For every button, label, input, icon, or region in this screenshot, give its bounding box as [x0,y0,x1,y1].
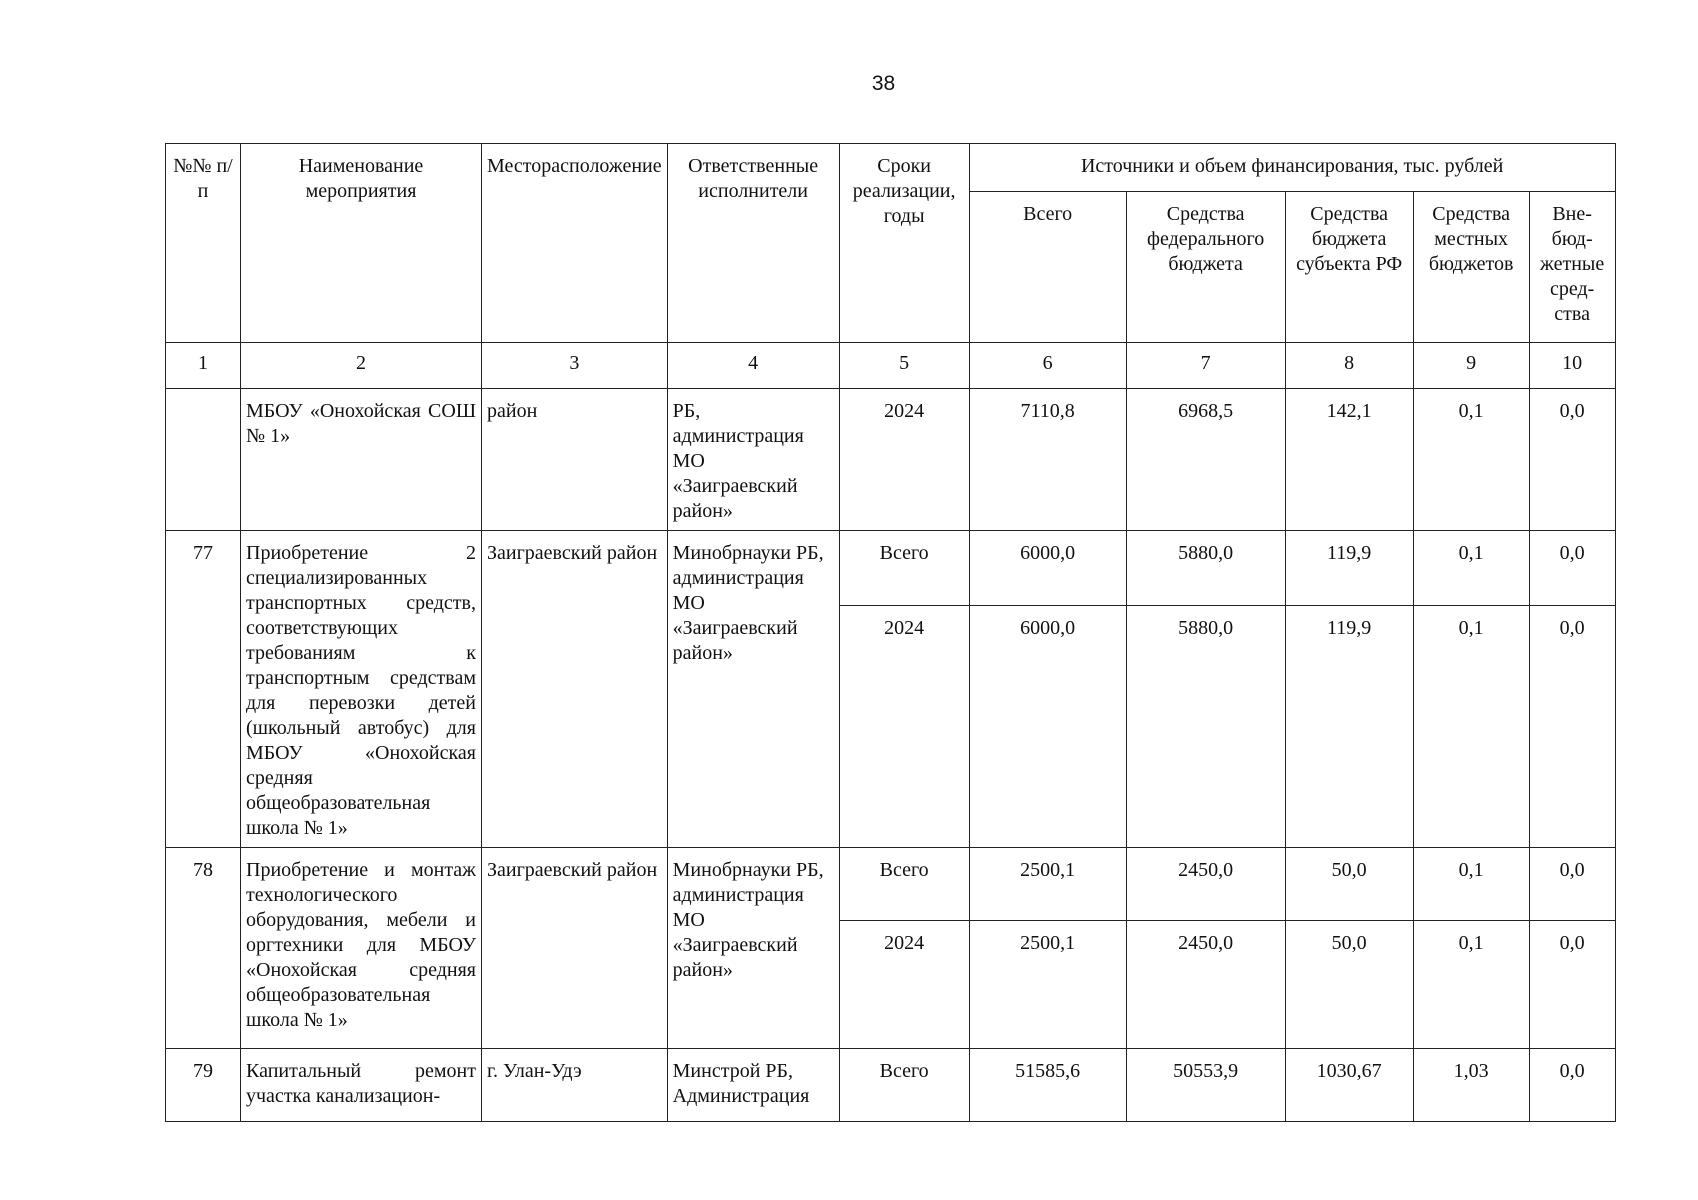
row-responsible: Минобрнауки РБ, администрация МО «Заиграевский район» [667,848,839,1049]
column-number: 1 [166,343,241,389]
row-extra: 0,0 [1529,531,1615,606]
column-number: 9 [1413,343,1529,389]
row-local: 0,1 [1413,389,1529,531]
row-total: 2500,1 [969,921,1126,1049]
row-federal: 5880,0 [1126,531,1285,606]
header-period: Сроки реализации, годы [839,144,969,343]
table-row [166,848,1616,921]
row-local: 0,1 [1413,921,1529,1049]
row-extra: 0,0 [1529,921,1615,1049]
row-responsible: РБ, администрация МО «Заиграевский район» [667,389,839,531]
row-location: Заиграевский район [482,531,668,848]
row-total: 2500,1 [969,848,1126,921]
column-number: 7 [1126,343,1285,389]
column-number: 5 [839,343,969,389]
row-responsible: Минобрнауки РБ, администрация МО «Заиграевский район» [667,531,839,848]
column-number: 4 [667,343,839,389]
row-subject: 50,0 [1285,921,1413,1049]
header-num: №№ п/п [166,144,241,343]
row-subject: 50,0 [1285,848,1413,921]
row-extra: 0,0 [1529,606,1615,848]
row-name: Приобретение 2 специализированных транспортных средств, соответствующих требованиям к транспортным средствам для перевозки детей (школьный автобус) для МБОУ «Онохойская средняя общеобразовательная школа № 1» [241,531,482,848]
row-location: Заиграевский район [482,848,668,1049]
column-number: 3 [482,343,668,389]
row-name: МБОУ «Онохойская СОШ № 1» [241,389,482,531]
row-subject: 1030,67 [1285,1049,1413,1122]
row-federal: 6968,5 [1126,389,1285,531]
row-period: 2024 [839,921,969,1049]
page-number: 38 [871,72,896,95]
row-subject: 119,9 [1285,606,1413,848]
row-total: 6000,0 [969,531,1126,606]
row-extra: 0,0 [1529,1049,1615,1122]
row-total: 7110,8 [969,389,1126,531]
row-federal: 2450,0 [1126,921,1285,1049]
header-location: Месторасположение [482,144,668,343]
header-name: Наименование мероприятия [241,144,482,343]
column-number: 8 [1285,343,1413,389]
row-num: 77 [166,531,241,848]
header-subject: Средства бюджета субъекта РФ [1285,192,1413,343]
column-number: 6 [969,343,1126,389]
row-num [166,389,241,531]
row-extra: 0,0 [1529,848,1615,921]
table-row [166,389,1616,531]
row-local: 0,1 [1413,606,1529,848]
row-subject: 119,9 [1285,531,1413,606]
row-responsible: Минстрой РБ, Администрация [667,1049,839,1122]
row-period: 2024 [839,389,969,531]
row-location: г. Улан-Удэ [482,1049,668,1122]
header-responsible: Ответственные исполнители [667,144,839,343]
row-local: 0,1 [1413,531,1529,606]
table-row [166,531,1616,606]
header-local: Средства местных бюджетов [1413,192,1529,343]
row-name: Капитальный ремонт участка канализацион- [241,1049,482,1122]
row-location: район [482,389,668,531]
row-period: Всего [839,1049,969,1122]
row-period: Всего [839,531,969,606]
column-number: 2 [241,343,482,389]
row-subject: 142,1 [1285,389,1413,531]
financing-table [165,143,1616,1122]
column-number: 10 [1529,343,1615,389]
row-federal: 2450,0 [1126,848,1285,921]
row-total: 51585,6 [969,1049,1126,1122]
header-total: Всего [969,192,1126,343]
row-local: 1,03 [1413,1049,1529,1122]
row-period: Всего [839,848,969,921]
row-num: 78 [166,848,241,1049]
header-extra: Вне-бюд-жетные сред-ства [1529,192,1615,343]
row-local: 0,1 [1413,848,1529,921]
header-federal: Средства федерального бюджета [1126,192,1285,343]
row-total: 6000,0 [969,606,1126,848]
row-federal: 50553,9 [1126,1049,1285,1122]
table-row [166,1049,1616,1122]
row-period: 2024 [839,606,969,848]
row-name: Приобретение и монтаж технологического оборудования, мебели и оргтехники для МБОУ «Онохойская средняя общеобразовательная школа № 1» [241,848,482,1049]
row-num: 79 [166,1049,241,1122]
row-extra: 0,0 [1529,389,1615,531]
row-federal: 5880,0 [1126,606,1285,848]
header-financing: Источники и объем финансирования, тыс. рублей [969,144,1615,192]
